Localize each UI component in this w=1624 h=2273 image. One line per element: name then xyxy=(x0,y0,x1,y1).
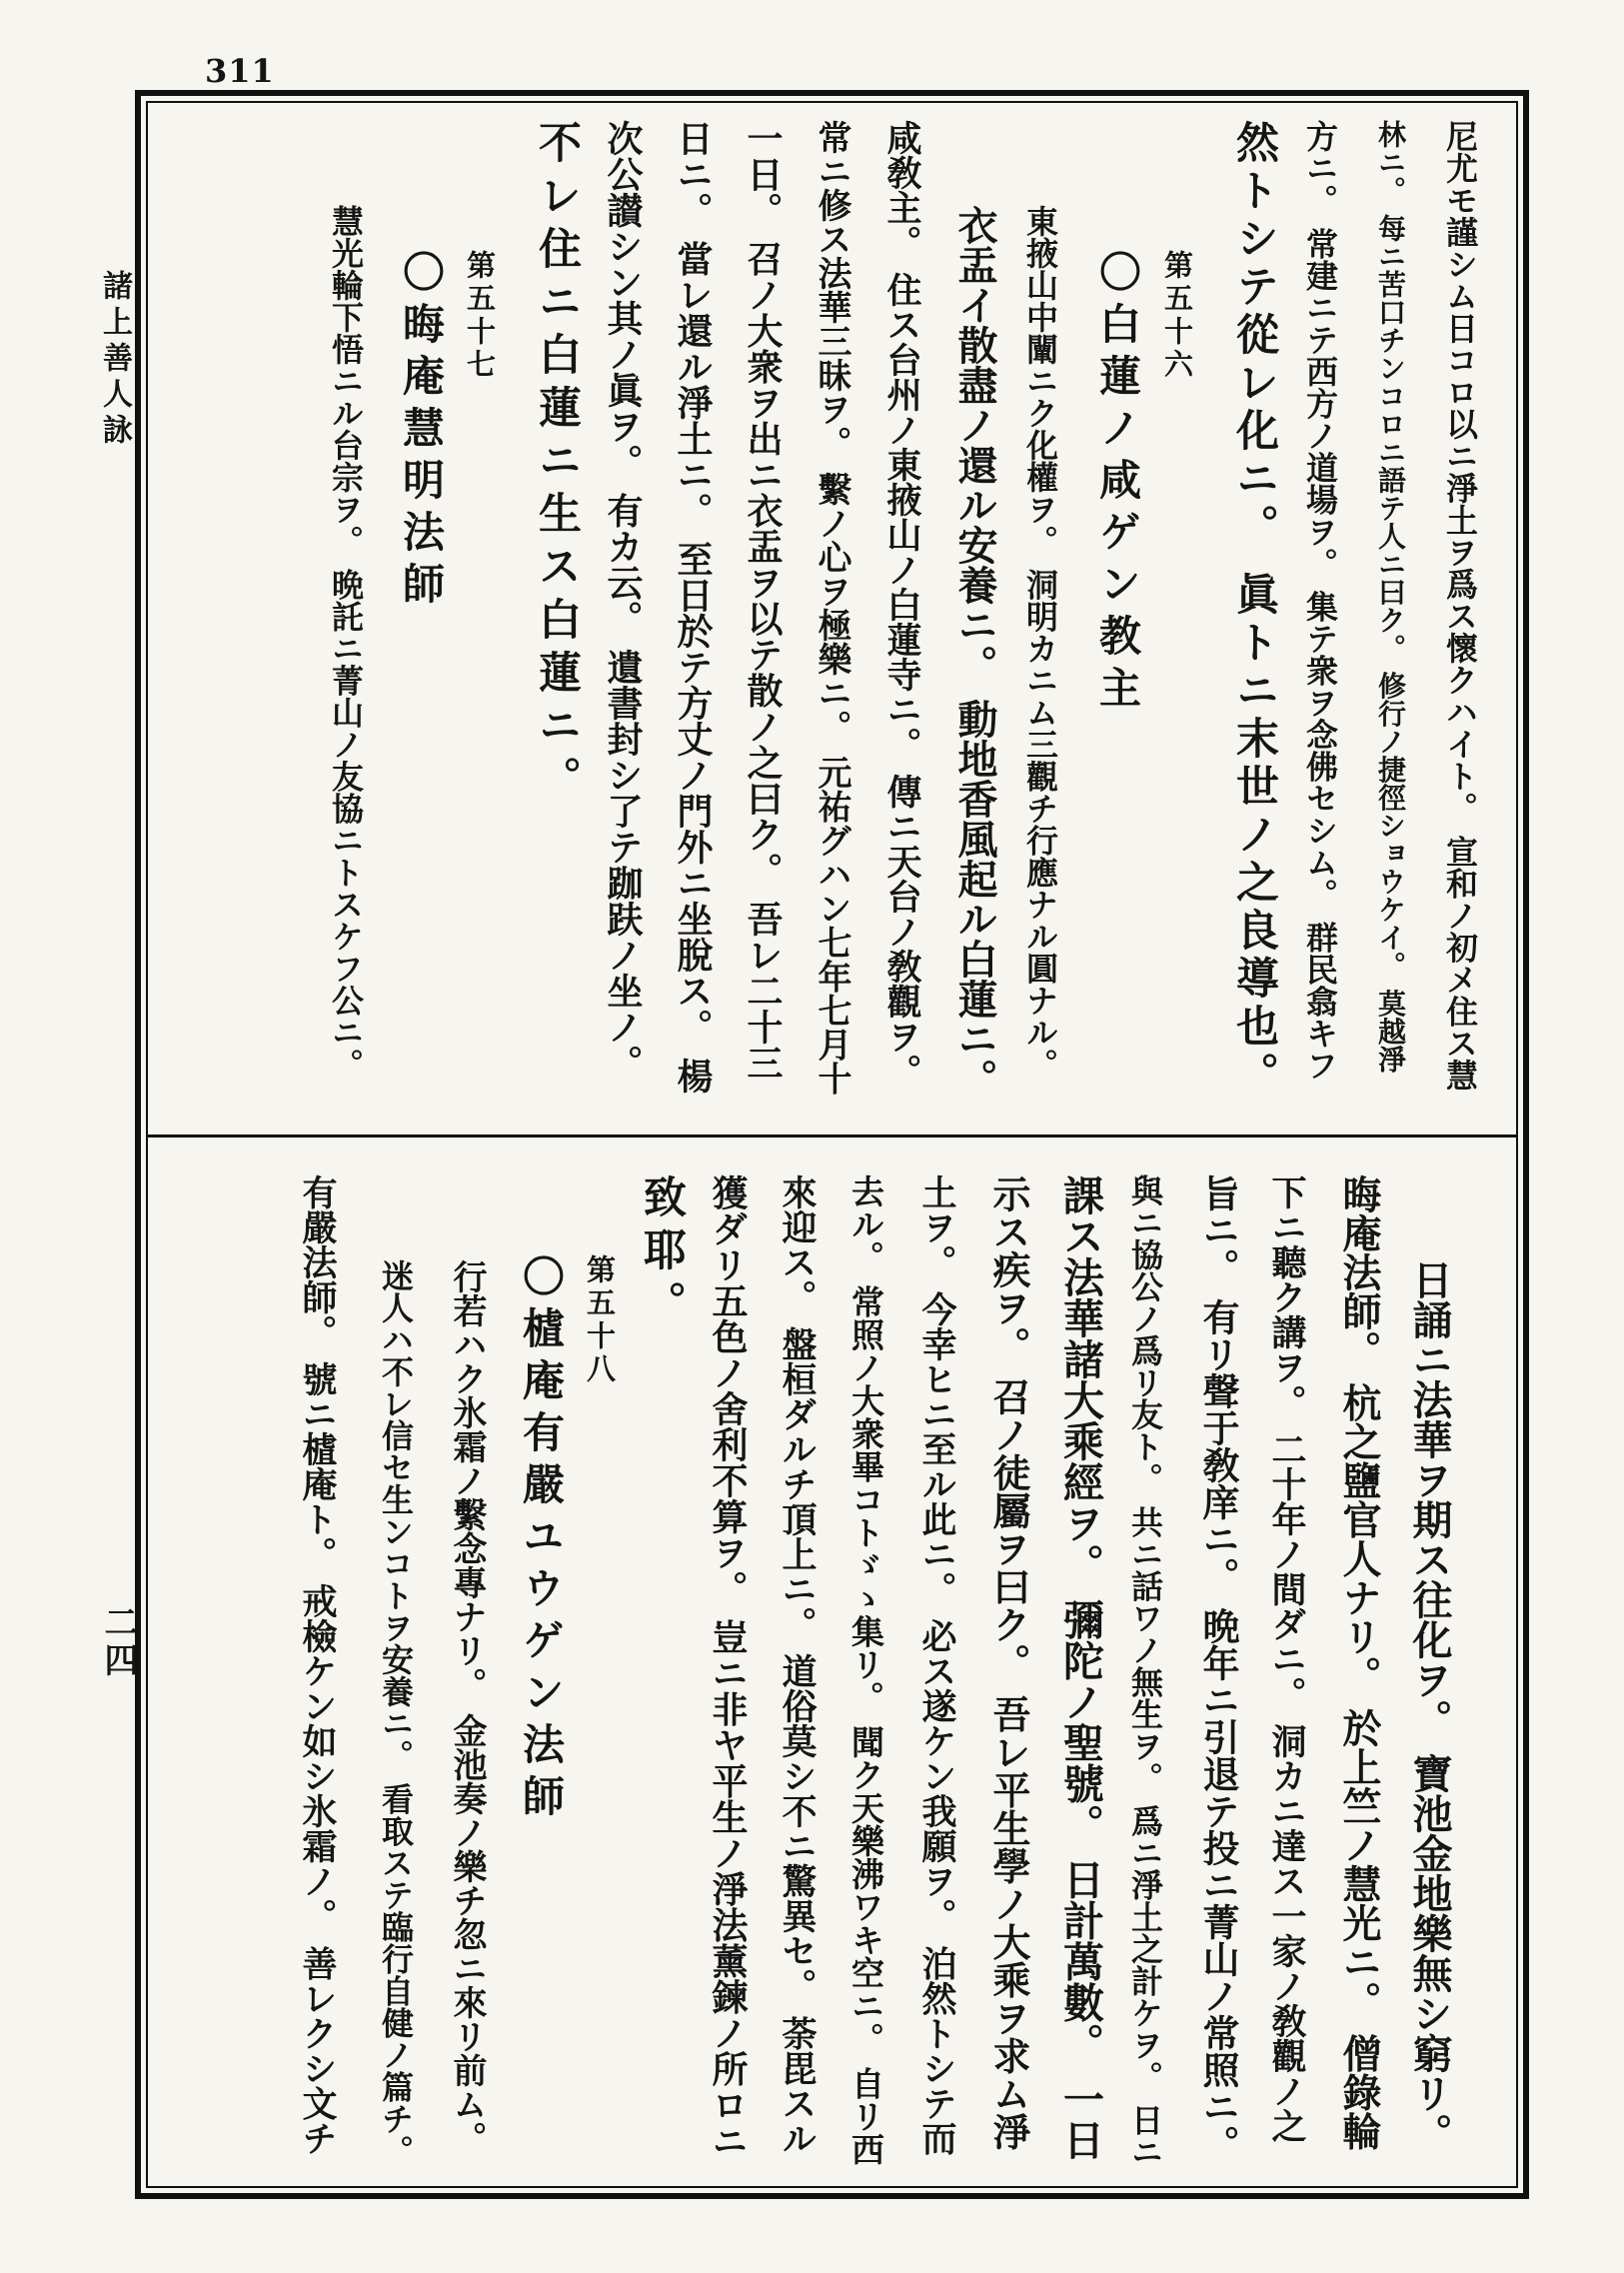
text-column: 獲ダリ五色ノ舍利不算ヲ。 豈ニ非ヤ平生ノ淨法薰鍊ノ所ロニ xyxy=(707,1174,749,2159)
section-title: 〇晦庵慧明法師 xyxy=(397,250,446,614)
text-column: 方ニ。 常建ニテ西方ノ道場ヲ。 集テ衆ヲ念佛セシム。 群民翕キフ xyxy=(1301,120,1339,1082)
section-title: 〇樝庵有嚴ユウゲン法師 xyxy=(517,1254,566,1826)
verse-column: 衣盂イ散盡ノ還ル安養ニ。 動地香風起ル白蓮ニ。 xyxy=(951,205,998,1099)
section-number: 第五十七 xyxy=(463,250,497,382)
text-column: 致耶。 xyxy=(637,1174,687,1333)
text-column: 下ニ聽ク講ヲ。 二十年ノ間ダニ。 洞カニ達ス一家ノ敎觀ノ之 xyxy=(1266,1174,1307,2144)
text-column: 然トシテ從レ化ニ。 眞トニ末世ノ之良導也。 xyxy=(1229,120,1279,1100)
text-column: 晦庵法師。 杭之鹽官人ナリ。 於上竺ノ慧光ニ。 僧錄輪 xyxy=(1336,1174,1382,2151)
section-number: 第五十八 xyxy=(583,1254,617,1386)
block-divider xyxy=(148,1135,1516,1137)
text-column: 來迎ス。 盤桓ダルチ頂上ニ。 道俗莫シ不ニ驚異セ。 荼毘スル xyxy=(777,1174,817,2156)
section-number: 第五十六 xyxy=(1160,250,1194,382)
text-column: 咸敎主。 住ス台州ノ東掖山ノ白蓮寺ニ。 傳ニ天台ノ敎觀ヲ。 xyxy=(881,120,922,1090)
running-title: 諸上善人詠 xyxy=(97,270,132,450)
text-column: 尼尤モ謹シム日コロ以ニ淨土ヲ爲ス懷クハイト。 宣和ノ初メ住ス慧 xyxy=(1441,120,1479,1092)
text-column: 旨ニ。 有リ聲于敎庠ニ。 晩年ニ引退テ投ニ菁山ノ常照ニ。 xyxy=(1196,1174,1240,2162)
verse-column: 日誦ニ法華ヲ期ス往化ヲ。 寶池金地樂無シ窮リ。 xyxy=(1406,1259,1453,2153)
verse-column: 迷人ハ不レ信セ生ンコトヲ安養ニ。 看取ステ臨行自健ノ篇チ。 xyxy=(377,1259,415,2167)
text-column: 不レ住ニ白蓮ニ生ス白蓮ニ。 xyxy=(532,120,582,809)
text-column: 課ス法華諸大乘經ヲ。 彌陀ノ聖號。 日計萬數。 一日 xyxy=(1056,1174,1104,2160)
text-column: 次公讃シン其ノ眞ヲ。 有カ云。 遺書封シ了テ跏趺ノ坐ノ。 xyxy=(602,120,644,1082)
page-number: 311 xyxy=(205,52,275,90)
text-column: 示ス疾ヲ。 召ノ徒屬ヲ曰ク。 吾レ平生學ノ大乘ヲ求ム淨 xyxy=(986,1174,1031,2151)
verse-column: 東掖山中闡ニク化權ヲ。 洞明カニム三觀チ行應ナル圓ナル。 xyxy=(1021,205,1059,1081)
verse-column: 行若ハク氷霜ノ繫念專ナリ。 金池奏ノ樂チ忽ニ來リ前ム。 xyxy=(447,1259,487,2155)
text-column: 有嚴法師。 號ニ樝庵ト。 戒檢ケン如シ氷霜ノ。 善レクシ文チ xyxy=(297,1174,338,2156)
text-column: 日ニ。 當レ還ル淨土ニ。 至日於テ方丈ノ門外ニ坐脫ス。 楊 xyxy=(672,120,714,1094)
text-column: 土ヲ。 今幸ヒニ至ル此ニ。 必ス遂ケン我願ヲ。 泊然トシテ而 xyxy=(916,1174,957,2156)
text-column: 去ル。 常照ノ大衆畢コトゞゝ集リ。 聞ク天樂沸ワキ空ニ。 自リ西 xyxy=(846,1174,885,2166)
text-column: 與ニ協公ノ爲リ友ト。 共ニ話ワノ無生ヲ。 爲ニ淨土之計ケヲ。 日ニ xyxy=(1126,1174,1164,2168)
text-column: 林ニ。 每ニ苦口チンコロニ語テ人ニ曰ク。 修行ノ捷徑ショウケイ。 莫越淨 xyxy=(1374,120,1407,1074)
section-title: 〇白蓮ノ咸ゲン教主 xyxy=(1093,250,1142,718)
text-column: 一日。 召ノ大衆ヲ出ニ衣盂ヲ以テ散ノ之曰ク。 吾レ二十三 xyxy=(742,120,784,1082)
verse-column: 慧光輪下悟ニル台宗ヲ。 晩託ニ菁山ノ友協ニトスケフ公ニ。 xyxy=(327,205,365,1081)
folio-number: 二四 xyxy=(98,1604,138,1680)
text-column: 常ニ修ス法華三昧ヲ。 繫ノ心ヲ極樂ニ。 元祐グハン七年七月十 xyxy=(812,120,851,1096)
